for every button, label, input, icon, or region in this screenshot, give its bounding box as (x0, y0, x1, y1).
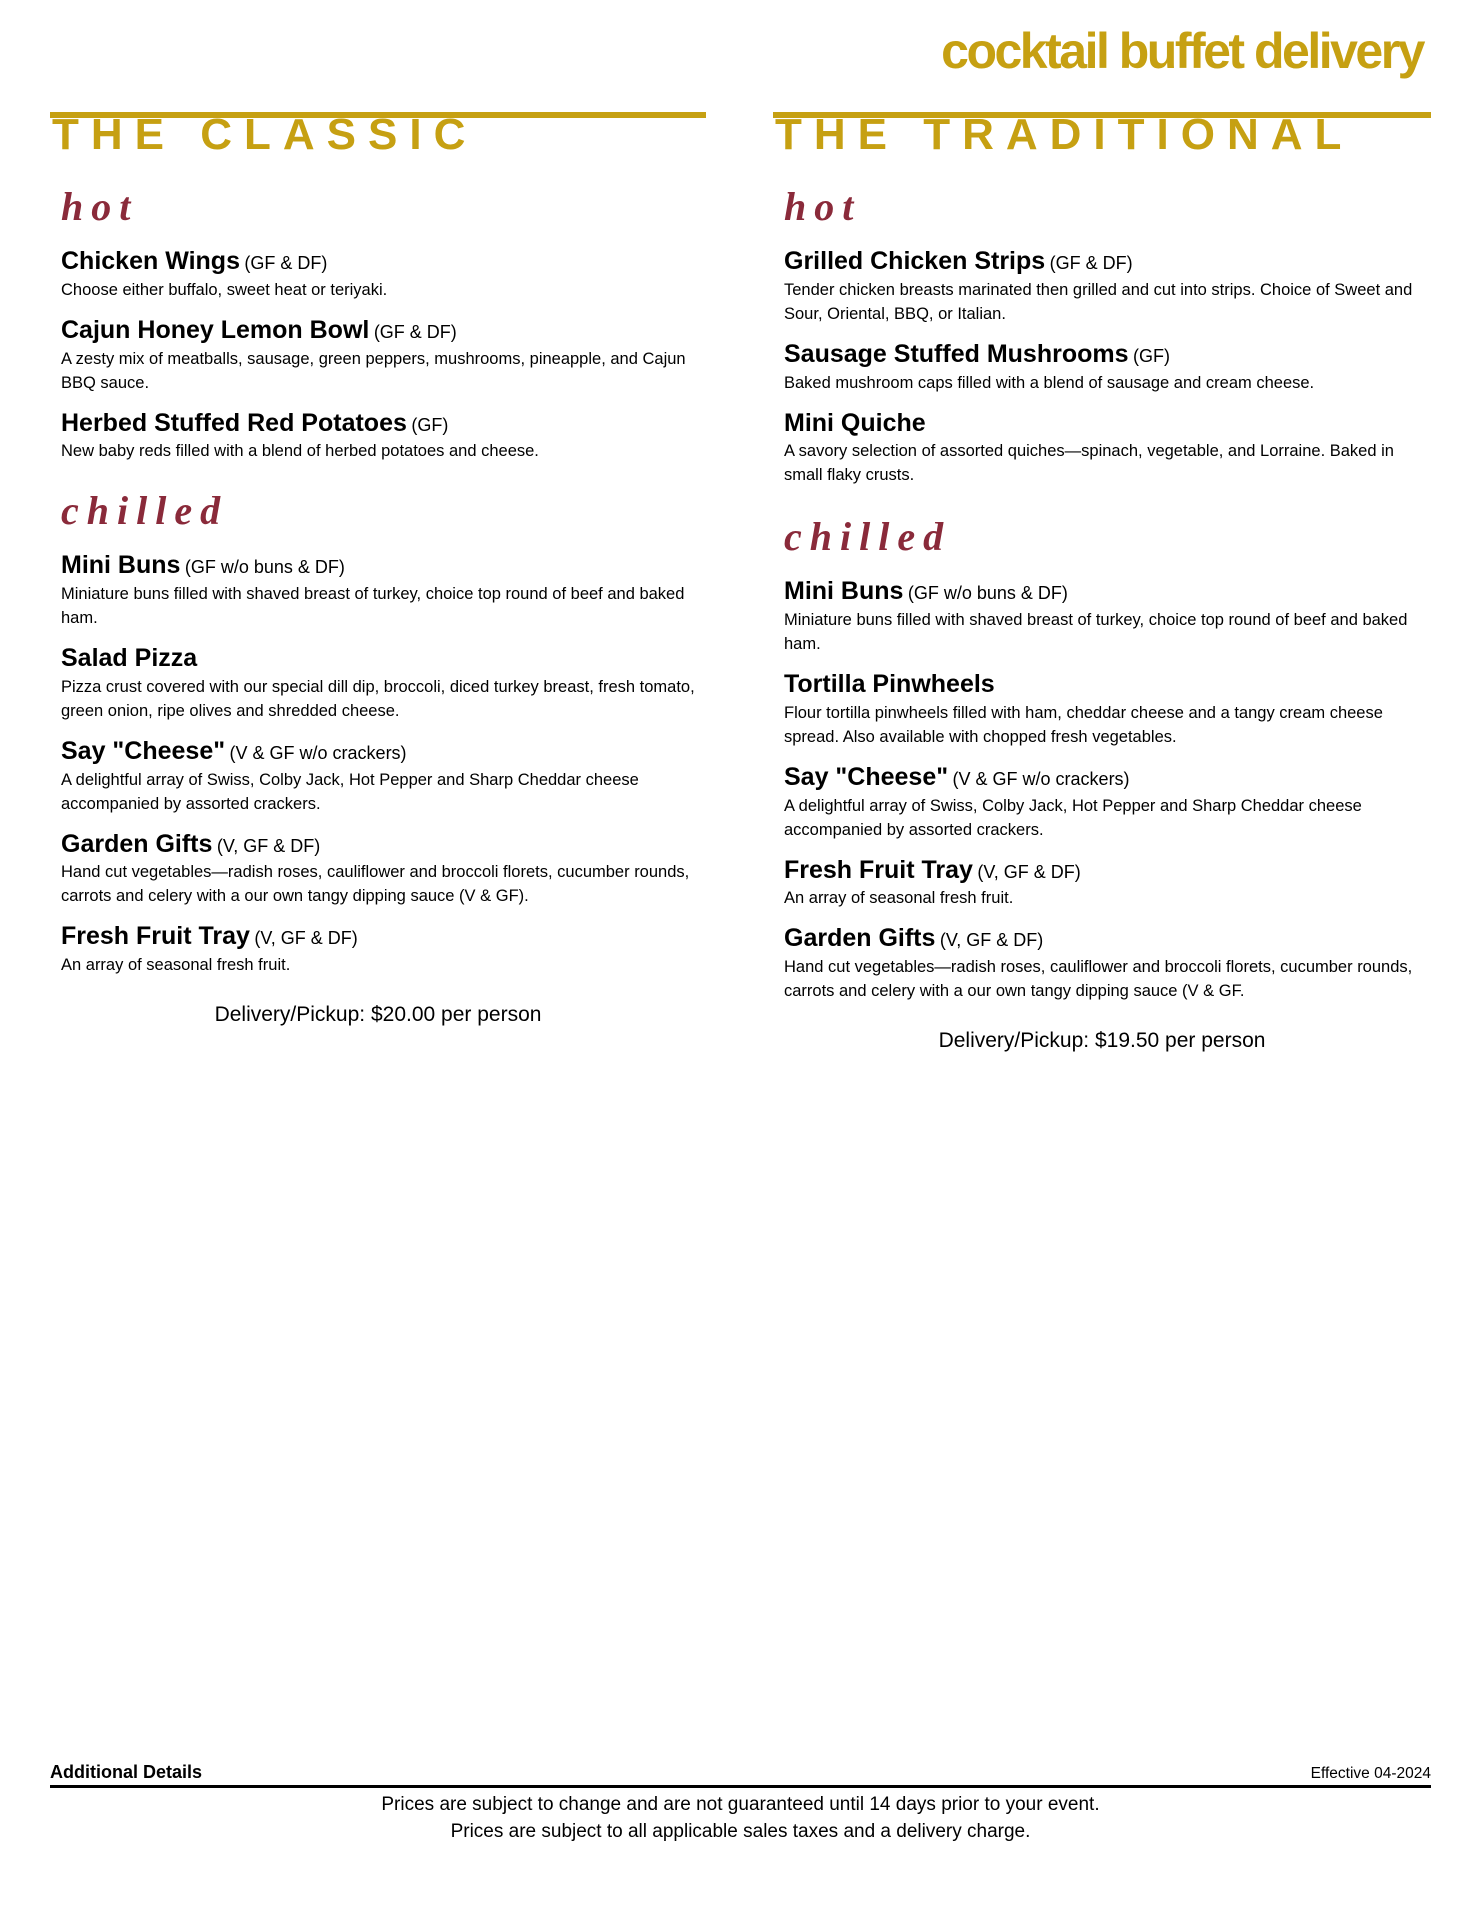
item-description: Hand cut vegetables—radish roses, cauliflower and broccoli florets, cucumber rounds, carrots and celery with a our own tangy dipping sauce (V & GF). (61, 863, 690, 906)
item-diet-tag: (V, GF & DF) (977, 861, 1081, 882)
item-diet-tag: (GF w/o buns & DF) (184, 557, 345, 578)
item-description: Pizza crust covered with our special dill dip, broccoli, diced turkey breast, fresh tomato, green onion, ripe olives and shredded cheese. (61, 677, 695, 720)
category-chilled: chilled (784, 514, 952, 560)
item-name: Fresh Fruit Tray (784, 855, 973, 884)
menu-item (784, 577, 1431, 656)
menu-item (784, 247, 1431, 326)
menu-item (61, 922, 706, 977)
item-name: Salad Pizza (61, 644, 198, 672)
classic-menu-column (50, 112, 706, 1027)
menu-item (784, 924, 1431, 1003)
menu-item (61, 737, 706, 816)
item-description: Miniature buns filled with shaved breast of turkey, choice top round of beef and baked ham. (784, 611, 1408, 653)
additional-details-label: Additional Details (50, 1762, 203, 1782)
footer (50, 1762, 1431, 1845)
item-name: Sausage Stuffed Mushrooms (784, 339, 1129, 368)
item-name: Say "Cheese" (61, 736, 226, 765)
effective-date: Effective 04-2024 (1310, 1765, 1431, 1782)
page-title: cocktail buffet delivery (941, 23, 1423, 79)
item-name: Cajun Honey Lemon Bowl (61, 315, 370, 344)
item-diet-tag: (GF & DF) (1049, 253, 1133, 273)
item-name: Herbed Stuffed Red Potatoes (61, 408, 407, 437)
item-description: Flour tortilla pinwheels filled with ham, cheddar cheese and a tangy cream cheese spread. Also available with chopped fresh vegetables. (784, 703, 1383, 746)
item-diet-tag: (V, GF & DF) (216, 835, 321, 856)
menu-item (784, 409, 1431, 488)
footer-divider (50, 1785, 1431, 1788)
item-description: Miniature buns filled with shaved breast of turkey, choice top round of beef and baked ham. (61, 585, 685, 627)
item-description: An array of seasonal fresh fruit. (61, 956, 291, 974)
menu-item (784, 763, 1431, 842)
item-name: Tortilla Pinwheels (784, 670, 995, 698)
item-description: A delightful array of Swiss, Colby Jack, Hot Pepper and Sharp Cheddar cheese accompanied by assorted crackers. (784, 796, 1362, 839)
item-name: Garden Gifts (784, 924, 936, 953)
item-name: Say "Cheese" (784, 762, 949, 791)
item-description: Choose either buffalo, sweet heat or teriyaki. (61, 280, 388, 299)
item-diet-tag: (GF & DF) (373, 321, 457, 342)
footer-note: Prices are subject to change and are not guaranteed until 14 days prior to your event. (381, 1794, 1100, 1815)
menu-item (784, 856, 1431, 911)
item-description: An array of seasonal fresh fruit. (784, 889, 1014, 908)
section-heading-traditional: THE TRADITIONAL (775, 110, 1354, 159)
menu-item (61, 644, 706, 723)
item-name: Mini Quiche (784, 408, 926, 437)
menu-item (61, 830, 706, 909)
item-description: Baked mushroom caps filled with a blend of sausage and cream cheese. (784, 373, 1315, 392)
menu-item (61, 316, 706, 395)
section-heading-classic: THE CLASSIC (52, 110, 478, 159)
item-diet-tag: (V, GF & DF) (939, 930, 1044, 951)
item-diet-tag: (V & GF w/o crackers) (952, 768, 1130, 789)
item-name: Chicken Wings (61, 247, 240, 275)
item-description: Hand cut vegetables—radish roses, cauliflower and broccoli florets, cucumber rounds, carrots and celery with a our own tangy dipping sauce (V & GF. (784, 958, 1413, 1000)
item-description: New baby reds filled with a blend of herbed potatoes and cheese. (61, 442, 539, 461)
item-description: A delightful array of Swiss, Colby Jack, Hot Pepper and Sharp Cheddar cheese accompanied by assorted crackers. (61, 770, 639, 813)
menu-item (784, 340, 1431, 395)
category-chilled: chilled (61, 488, 229, 534)
item-name: Garden Gifts (61, 829, 213, 858)
item-description: A savory selection of assorted quiches—spinach, vegetable, and Lorraine. Baked in small flaky crusts. (784, 442, 1394, 485)
footer-notes (50, 1791, 1431, 1845)
item-description: A zesty mix of meatballs, sausage, green peppers, mushrooms, pineapple, and Cajun BBQ sauce. (61, 349, 686, 392)
item-name: Mini Buns (784, 577, 904, 606)
item-name: Mini Buns (61, 551, 181, 580)
item-diet-tag: (GF) (411, 414, 449, 435)
item-name: Fresh Fruit Tray (61, 922, 250, 951)
menu-item (61, 551, 706, 630)
footer-note: Prices are subject to all applicable sales taxes and a delivery charge. (450, 1821, 1031, 1842)
category-hot: hot (784, 184, 862, 229)
menu-item (784, 670, 1431, 749)
item-name: Grilled Chicken Strips (784, 247, 1046, 275)
category-hot: hot (61, 184, 139, 229)
item-description: Tender chicken breasts marinated then grilled and cut into strips. Choice of Sweet and Sour, Oriental, BBQ, or Italian. (784, 280, 1413, 323)
item-diet-tag: (GF) (1132, 345, 1170, 366)
price-per-person: Delivery/Pickup: $19.50 per person (938, 1029, 1266, 1052)
traditional-menu-column (773, 112, 1431, 1053)
menu-item (61, 409, 706, 464)
price-per-person: Delivery/Pickup: $20.00 per person (214, 1003, 542, 1026)
menu-item (61, 247, 706, 302)
item-diet-tag: (V, GF & DF) (254, 928, 358, 949)
item-diet-tag: (V & GF w/o crackers) (229, 742, 407, 763)
item-diet-tag: (GF & DF) (244, 253, 328, 273)
item-diet-tag: (GF w/o buns & DF) (907, 583, 1068, 604)
